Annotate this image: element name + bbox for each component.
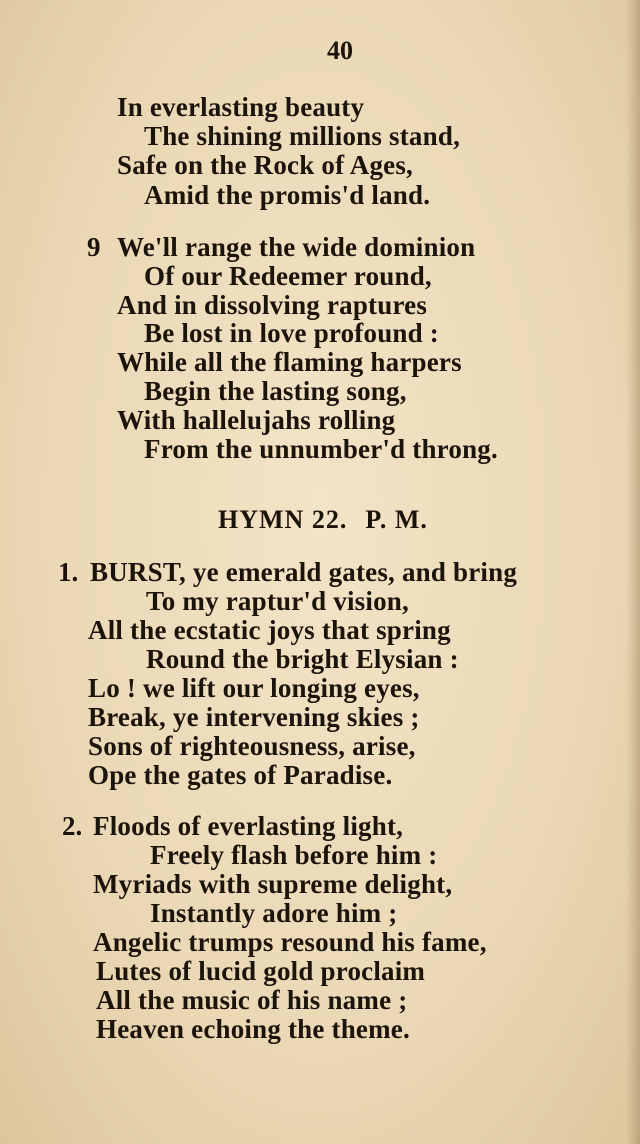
verse-line: Floods of everlasting light,	[93, 811, 404, 841]
verse-line: While all the flaming harpers	[117, 347, 462, 377]
verse-line: In everlasting beauty	[117, 92, 365, 122]
verse-line: Break, ye intervening skies ;	[88, 702, 420, 732]
verse-line: With hallelujahs rolling	[117, 405, 396, 435]
verse-line: The shining millions stand,	[144, 121, 461, 151]
page-number: 40	[327, 36, 353, 65]
verse-line: To my raptur'd vision,	[146, 586, 409, 616]
verse-line: Freely flash before him :	[150, 840, 438, 870]
verse-line: And in dissolving raptures	[117, 290, 428, 320]
verse-line: All the music of his name ;	[96, 985, 408, 1015]
verse-line: We'll range the wide dominion	[117, 232, 476, 262]
stanza-number: 1.	[58, 557, 79, 587]
hymn-title: HYMN 22.	[218, 505, 348, 534]
verse-line: Of our Redeemer round,	[144, 261, 432, 291]
verse-line: Sons of righteousness, arise,	[88, 731, 416, 761]
verse-line: Ope the gates of Paradise.	[88, 760, 393, 790]
verse-line: From the unnumber'd throng.	[144, 434, 498, 464]
stanza-number: 2.	[62, 811, 83, 841]
verse-line: Angelic trumps resound his fame,	[93, 927, 487, 957]
verse-line: BURST, ye emerald gates, and bring	[90, 557, 518, 587]
verse-line: Be lost in love profound :	[144, 318, 439, 348]
stanza-number: 9	[87, 232, 101, 262]
verse-line: Lutes of lucid gold proclaim	[96, 956, 426, 986]
verse-line: Safe on the Rock of Ages,	[117, 150, 413, 180]
verse-line: Myriads with supreme delight,	[93, 869, 453, 899]
verse-line: Lo ! we lift our longing eyes,	[88, 673, 420, 703]
verse-line: Instantly adore him ;	[150, 898, 398, 928]
hymn-meter: P. M.	[365, 505, 428, 534]
verse-line: Heaven echoing the theme.	[96, 1014, 410, 1044]
verse-line: Begin the lasting song,	[144, 376, 407, 406]
verse-line: All the ecstatic joys that spring	[88, 615, 451, 645]
verse-line: Round the bright Elysian :	[146, 644, 459, 674]
verse-line: Amid the promis'd land.	[144, 180, 431, 210]
hymn-heading	[218, 505, 428, 535]
